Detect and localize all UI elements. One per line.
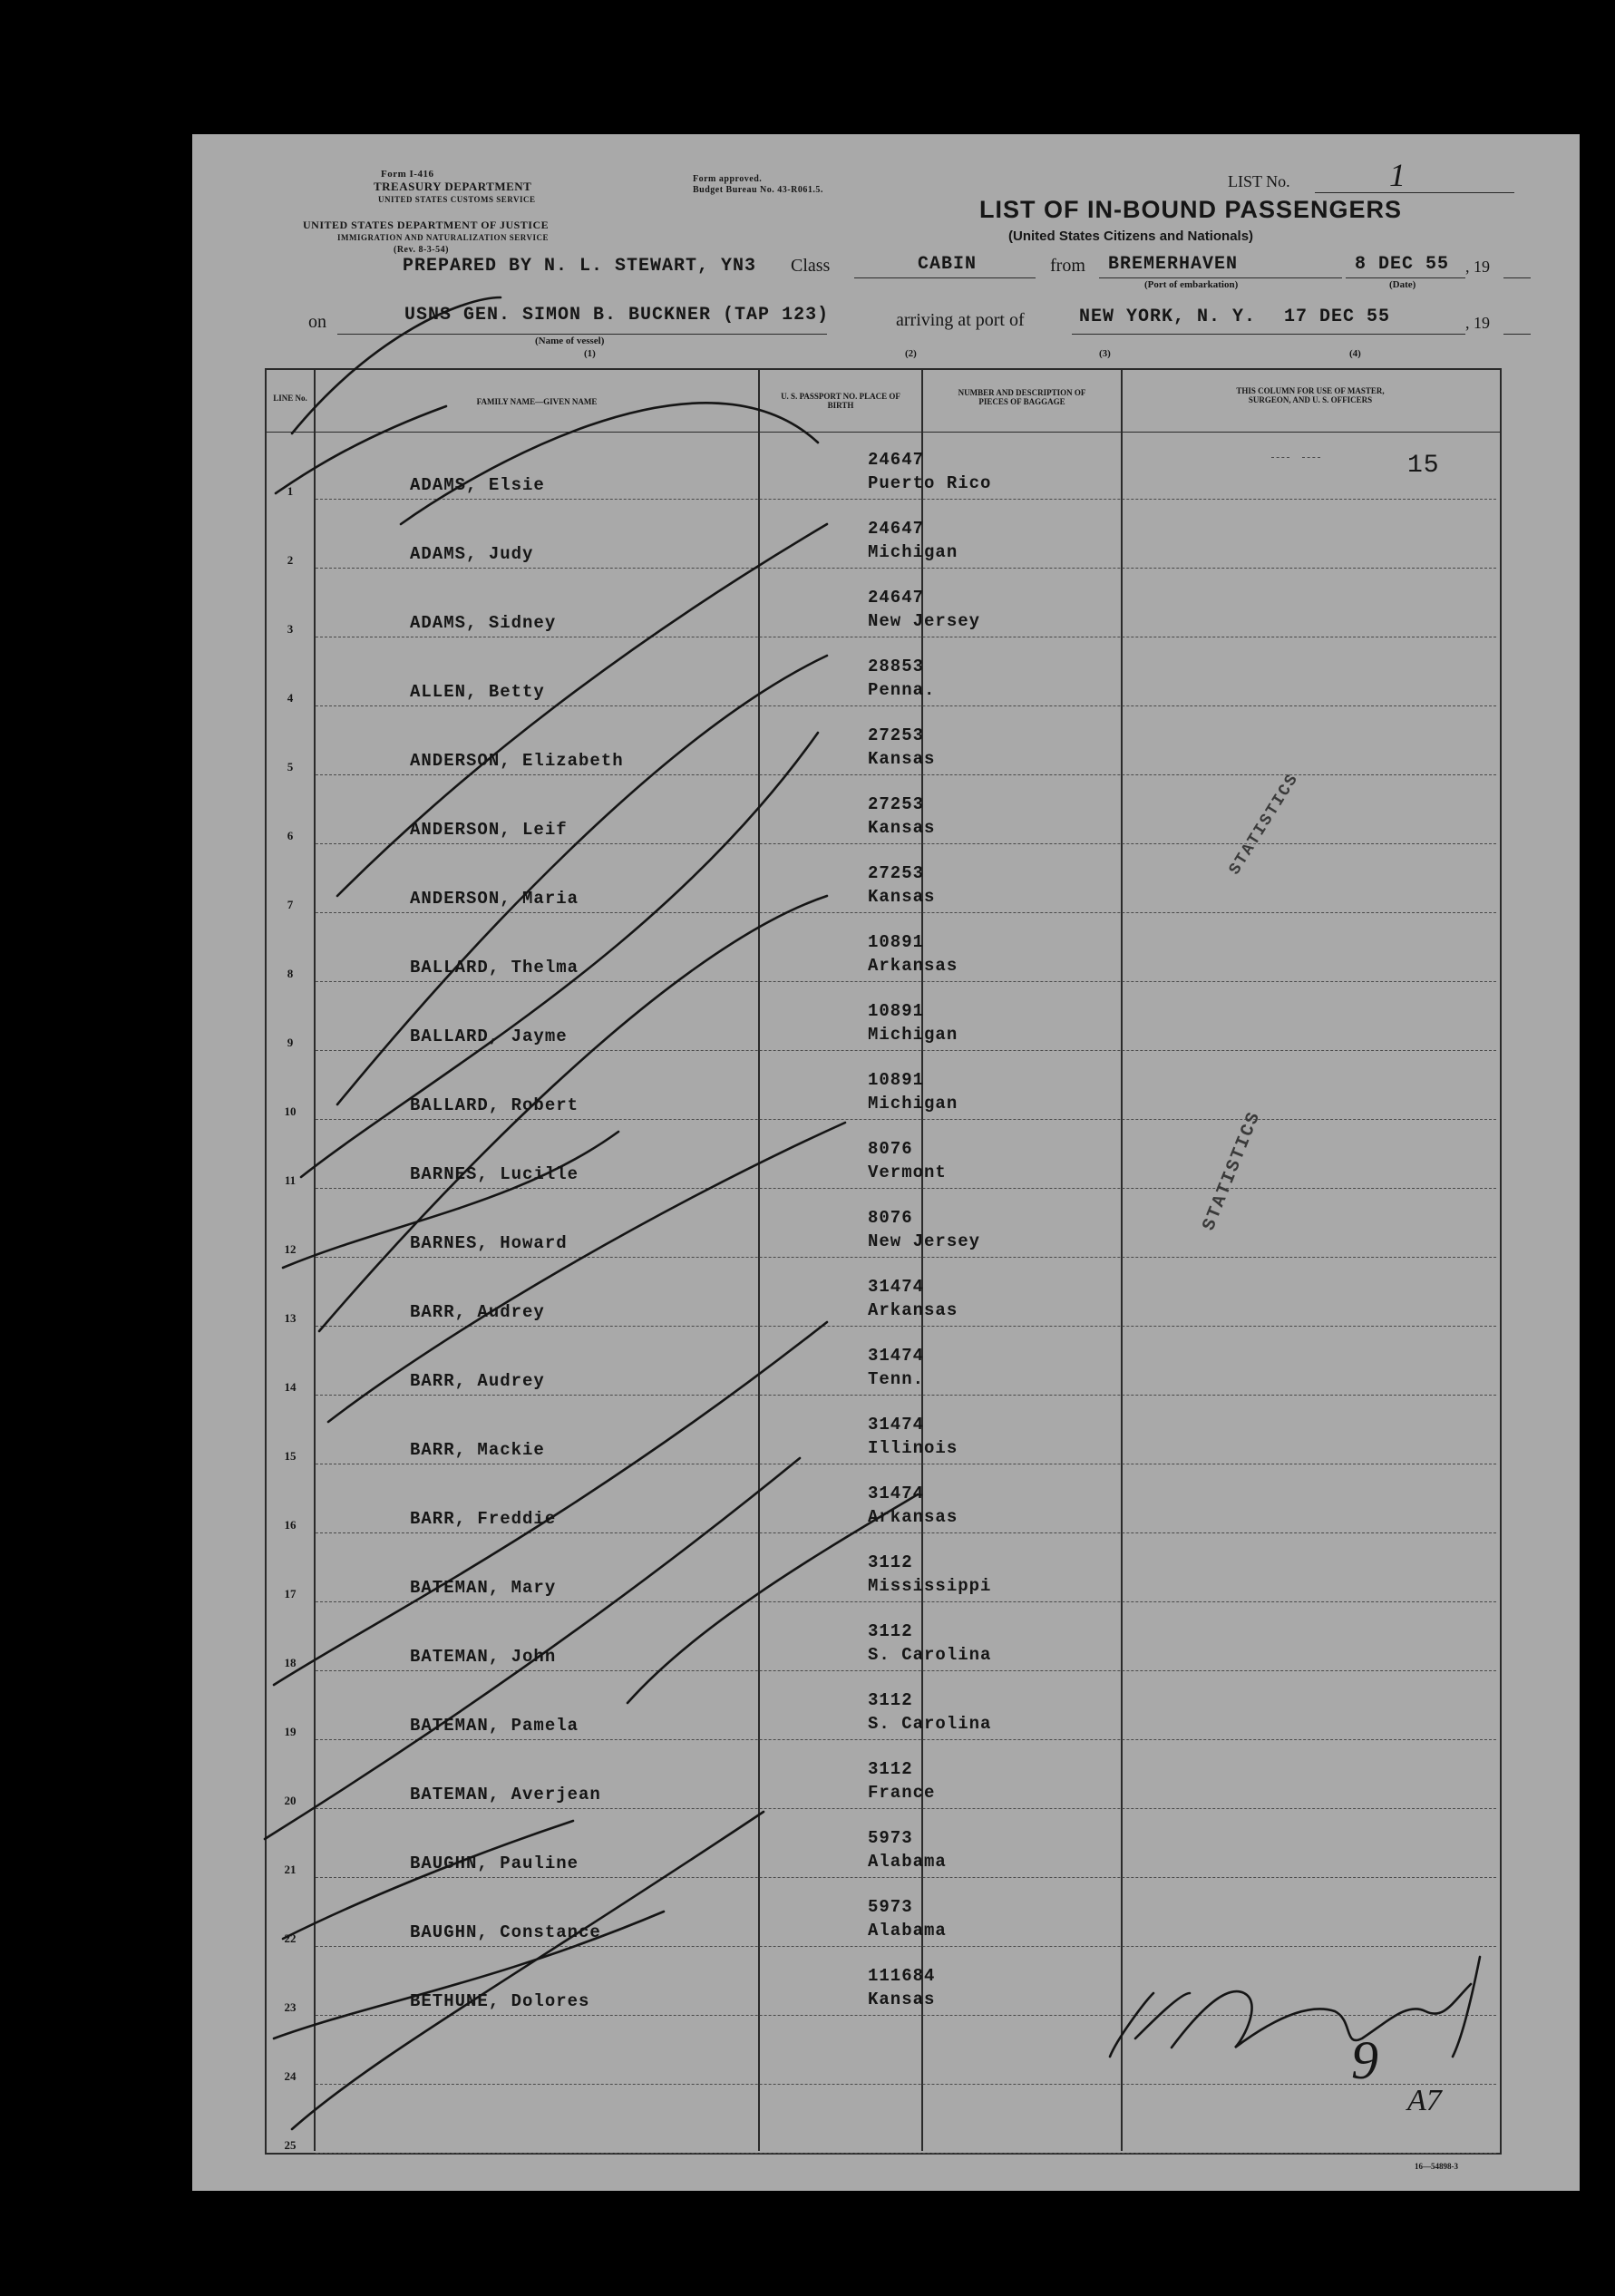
check-mark	[301, 733, 818, 1177]
check-mark	[292, 297, 818, 524]
budget-bureau: Budget Bureau No. 43-R061.5.	[693, 185, 823, 195]
from-label: from	[1050, 256, 1085, 276]
year-suffix: , 19	[1465, 258, 1490, 276]
passenger-name: ALLEN, Betty	[410, 682, 545, 702]
passenger-name: BALLARD, Jayme	[410, 1026, 568, 1046]
class-label: Class	[791, 256, 831, 276]
check-mark	[265, 1458, 800, 1839]
column-header-officers: THIS COLUMN FOR USE OF MASTER, SURGEON, AND U. S. OFFICERS	[1236, 386, 1385, 404]
place-of-birth: Tenn.	[868, 1369, 925, 1389]
line-number: 4	[287, 691, 294, 705]
place-of-birth: S. Carolina	[868, 1714, 992, 1734]
line-number: 8	[287, 967, 294, 980]
immigration-label: IMMIGRATION AND NATURALIZATION SERVICE	[337, 233, 549, 242]
place-of-birth: Alabama	[868, 1921, 947, 1941]
passenger-name: BAUGHN, Constance	[410, 1922, 601, 1942]
line-number: 13	[284, 1311, 297, 1325]
prepared-by: PREPARED BY N. L. STEWART, YN3	[403, 256, 757, 277]
line-number: 24	[284, 2069, 297, 2083]
line-number: 21	[284, 1863, 297, 1876]
line-number: 23	[284, 2000, 297, 2014]
line-number: 18	[284, 1656, 297, 1669]
arriving-label: arriving at port of	[896, 310, 1025, 330]
statistics-stamp: STATISTICS	[1199, 1108, 1266, 1234]
year-suffix-arrival: , 19	[1465, 314, 1490, 332]
column-ref-1: (1)	[584, 348, 596, 359]
check-mark	[274, 1912, 664, 2038]
passenger-name: BETHUNE, Dolores	[410, 1991, 590, 2011]
line-number: 2	[287, 553, 294, 567]
passport-number: 10891	[868, 1070, 925, 1090]
place-of-birth: Arkansas	[868, 1507, 958, 1527]
justice-label: UNITED STATES DEPARTMENT OF JUSTICE	[303, 219, 550, 231]
check-mark	[319, 896, 827, 1331]
line-number: 3	[287, 622, 294, 636]
port-arrival: NEW YORK, N. Y.	[1079, 306, 1257, 327]
passport-number: 3112	[868, 1759, 913, 1779]
passenger-name: BATEMAN, Pamela	[410, 1716, 579, 1736]
column-header-name: FAMILY NAME—GIVEN NAME	[476, 397, 598, 406]
place-of-birth: Michigan	[868, 1025, 958, 1045]
passport-number: 3112	[868, 1552, 913, 1572]
date-caption: (Date)	[1389, 279, 1416, 290]
check-mark	[628, 1494, 918, 1703]
passport-number: 24647	[868, 519, 925, 539]
place-of-birth: Kansas	[868, 887, 936, 907]
revision-label: (Rev. 8-3-54)	[394, 245, 449, 255]
place-of-birth: Penna.	[868, 680, 936, 700]
place-of-birth: Puerto Rico	[868, 473, 992, 493]
passenger-name: ADAMS, Sidney	[410, 613, 557, 633]
passenger-name: BALLARD, Thelma	[410, 958, 579, 978]
passport-number: 24647	[868, 588, 925, 608]
place-of-birth: New Jersey	[868, 611, 981, 631]
passenger-name: ADAMS, Elsie	[410, 475, 545, 495]
line-number: 16	[284, 1518, 297, 1532]
column-ref-3: (3)	[1099, 348, 1111, 359]
on-label: on	[308, 312, 326, 332]
vessel-name: USNS GEN. SIMON B. BUCKNER (TAP 123)	[404, 305, 830, 326]
date-arrival: 17 DEC 55	[1284, 306, 1391, 327]
line-number: 1	[287, 484, 294, 498]
check-mark	[276, 406, 446, 493]
line-number: 6	[287, 829, 294, 842]
passenger-name: ANDERSON, Leif	[410, 820, 568, 840]
customs-label: UNITED STATES CUSTOMS SERVICE	[378, 195, 536, 204]
passport-number: 10891	[868, 932, 925, 952]
page-subtitle: (United States Citizens and Nationals)	[1008, 229, 1254, 244]
place-of-birth: Michigan	[868, 1094, 958, 1114]
form-id: Form I-416	[381, 169, 434, 180]
line-number: 14	[284, 1380, 297, 1394]
date-embarkation: 8 DEC 55	[1355, 254, 1450, 275]
line-number: 7	[287, 898, 294, 911]
passport-number: 27253	[868, 725, 925, 745]
column-header-baggage: NUMBER AND DESCRIPTION OF PIECES OF BAGGAGE	[958, 388, 1086, 406]
passport-number: 31474	[868, 1415, 925, 1435]
vessel-caption: (Name of vessel)	[535, 336, 605, 346]
line-number: 20	[284, 1794, 297, 1807]
passport-number: 24647	[868, 450, 925, 470]
passenger-name: BALLARD, Robert	[410, 1095, 579, 1115]
passenger-name: BATEMAN, Averjean	[410, 1785, 601, 1805]
check-mark	[292, 1812, 764, 2129]
passenger-name: BATEMAN, John	[410, 1647, 557, 1667]
pen-marks	[192, 134, 1580, 2191]
place-of-birth: S. Carolina	[868, 1645, 992, 1665]
passenger-name: ANDERSON, Elizabeth	[410, 751, 624, 771]
place-of-birth: Alabama	[868, 1852, 947, 1872]
check-mark	[337, 656, 827, 1104]
line-number: 19	[284, 1725, 297, 1738]
place-of-birth: France	[868, 1783, 936, 1803]
passport-number: 27253	[868, 863, 925, 883]
passenger-name: ANDERSON, Maria	[410, 889, 579, 909]
port-embarkation: BREMERHAVEN	[1108, 254, 1239, 275]
passenger-name: BARR, Freddie	[410, 1509, 557, 1529]
line-number: 15	[284, 1449, 297, 1463]
passport-number: 8076	[868, 1139, 913, 1159]
passport-number: 3112	[868, 1621, 913, 1641]
place-of-birth: Michigan	[868, 542, 958, 562]
line-number: 22	[284, 1931, 297, 1945]
passenger-name: BAUGHN, Pauline	[410, 1853, 579, 1873]
passport-number: 28853	[868, 657, 925, 676]
place-of-birth: Kansas	[868, 1990, 936, 2009]
footer-code: 16—54898-3	[1415, 2162, 1458, 2171]
passenger-name: ADAMS, Judy	[410, 544, 534, 564]
line-number: 5	[287, 760, 294, 773]
place-of-birth: Mississippi	[868, 1576, 992, 1596]
column-header-line: LINE No.	[273, 394, 307, 403]
place-of-birth: New Jersey	[868, 1231, 981, 1251]
page-title: LIST OF IN-BOUND PASSENGERS	[979, 196, 1403, 223]
place-of-birth: Kansas	[868, 818, 936, 838]
passport-number: 31474	[868, 1484, 925, 1503]
check-mark	[283, 1821, 573, 1939]
line-number: 12	[284, 1242, 297, 1256]
statistics-stamp: STATISTICS	[1226, 770, 1303, 879]
place-of-birth: Illinois	[868, 1438, 958, 1458]
line-number: 11	[284, 1173, 297, 1187]
signature	[1110, 1957, 1480, 2057]
passport-number: 3112	[868, 1690, 913, 1710]
line-number: 9	[287, 1036, 294, 1049]
line-number: 25	[284, 2138, 297, 2152]
passport-number: 5973	[868, 1828, 913, 1848]
passport-number: 31474	[868, 1346, 925, 1366]
place-of-birth: Vermont	[868, 1163, 947, 1182]
place-of-birth: Kansas	[868, 749, 936, 769]
manifest-page	[192, 134, 1580, 2191]
place-of-birth: Arkansas	[868, 956, 958, 976]
handwritten-mark: A7	[1407, 2084, 1442, 2117]
passenger-name: BARR, Mackie	[410, 1440, 545, 1460]
passport-number: 31474	[868, 1277, 925, 1297]
line-number: 10	[284, 1104, 297, 1118]
officer-note: 15	[1407, 452, 1440, 480]
passenger-name: BARR, Audrey	[410, 1302, 545, 1322]
passenger-name: BATEMAN, Mary	[410, 1578, 557, 1598]
column-header-passport: U. S. PASSPORT NO. PLACE OF BIRTH	[781, 392, 900, 410]
passport-number: 10891	[868, 1001, 925, 1021]
passport-number: 5973	[868, 1897, 913, 1917]
column-ref-4: (4)	[1349, 348, 1361, 359]
passport-number: 111684	[868, 1966, 936, 1986]
list-no-value: 1	[1389, 157, 1406, 193]
check-mark	[337, 524, 827, 896]
class-value: CABIN	[918, 254, 978, 275]
check-mark	[328, 1123, 845, 1422]
passport-number: 8076	[868, 1208, 913, 1228]
port-embarkation-caption: (Port of embarkation)	[1144, 279, 1239, 290]
passenger-name: BARR, Audrey	[410, 1371, 545, 1391]
form-approved: Form approved.	[693, 174, 763, 184]
column-ref-2: (2)	[905, 348, 917, 359]
line-number: 17	[284, 1587, 297, 1600]
passenger-name: BARNES, Lucille	[410, 1164, 579, 1184]
place-of-birth: Arkansas	[868, 1300, 958, 1320]
handwritten-mark: 9	[1351, 2030, 1378, 2090]
passenger-name: BARNES, Howard	[410, 1233, 568, 1253]
passport-number: 27253	[868, 794, 925, 814]
treasury-label: TREASURY DEPARTMENT	[374, 180, 532, 193]
list-no-label: LIST No.	[1228, 172, 1290, 190]
